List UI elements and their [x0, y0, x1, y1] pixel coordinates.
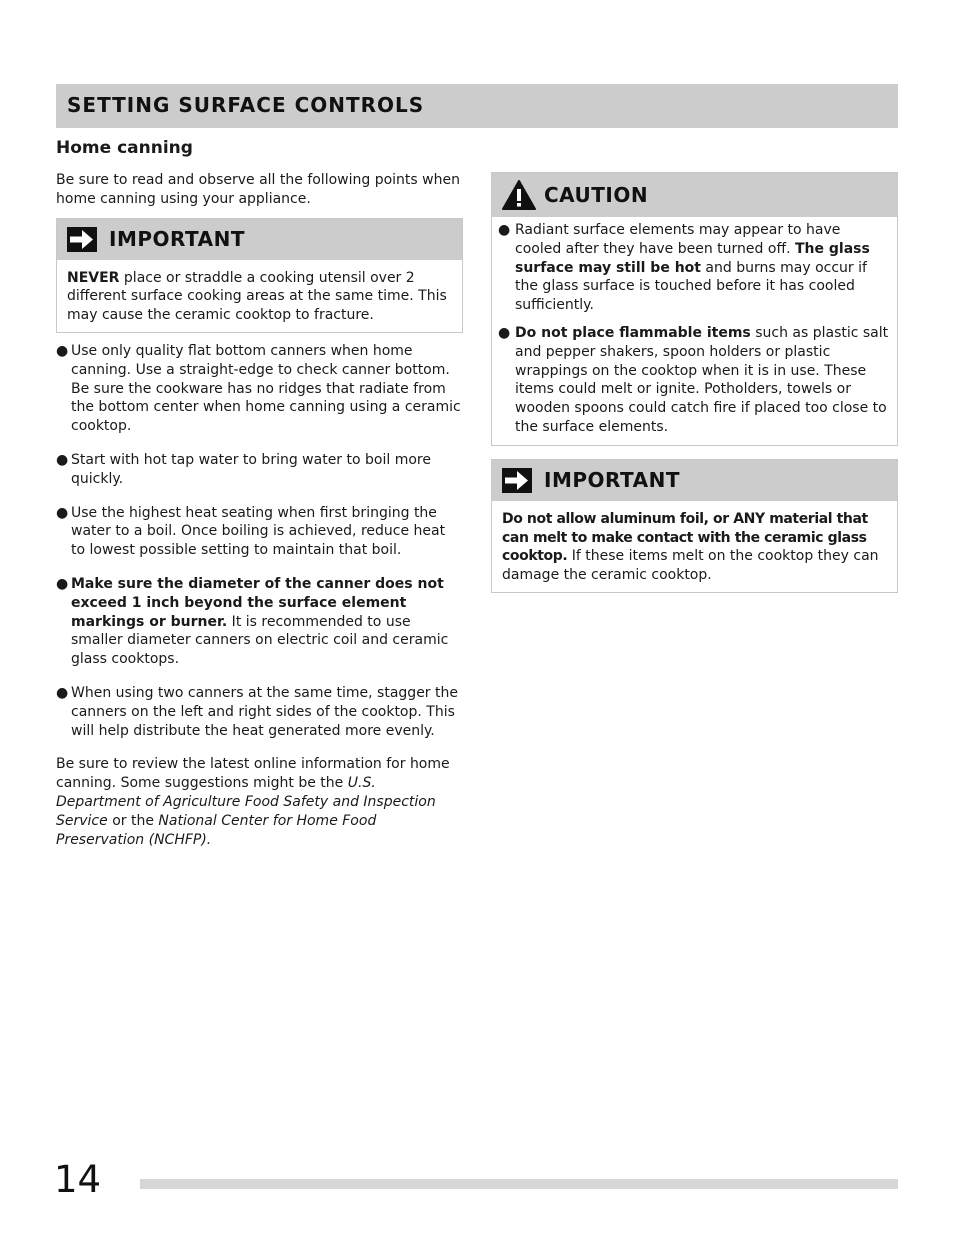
list-item	[56, 342, 463, 436]
list-item-text: When using two canners at the same time, stagger the canners on the left and right sides of the cooktop. This will help distribute the heat generated more evenly.	[71, 684, 458, 739]
footer-rule	[140, 1179, 898, 1189]
list-item	[56, 451, 463, 489]
important-header	[492, 460, 897, 501]
canning-tips-list	[56, 342, 463, 740]
section-title: SETTING SURFACE CONTROLS	[67, 93, 425, 117]
warning-triangle-icon	[502, 180, 536, 214]
caution-item-text: and burns may occur if the glass surface is touched before it has cooled sufficiently.	[515, 259, 867, 314]
bullet-icon: ●	[498, 222, 511, 238]
list-item	[56, 504, 463, 560]
important-body-bold: Do not allow aluminum foil, or ANY material that can melt to make contact with the ceramic glass cooktop.	[502, 510, 868, 565]
bullet-icon: ●	[56, 451, 69, 468]
caution-item-text: such as plastic salt and pepper shakers, spoon holders or plastic wrappings on the cooktop when it is in use. These items could melt or ignite. Potholders, towels or wooden spoons could catch fire if placed too close to the surface elements.	[515, 324, 889, 435]
bullet-icon: ●	[56, 575, 69, 592]
list-item	[56, 575, 463, 669]
closing-text: Be sure to review the latest online information for home canning. Some suggestions might be the	[56, 756, 450, 792]
closing-nchfp-reference: National Center for Home Food Preservation (NCHFP).	[56, 812, 377, 848]
list-item-text: Use only quality flat bottom canners when home canning. Use a straight-edge to check canner bottom. Be sure the cookware has no ridges that radiate from the bottom center when home canning using a ceramic cooktop.	[71, 342, 461, 435]
caution-item-text: Radiant surface elements may appear to have cooled after they have been turned off.	[515, 222, 841, 257]
list-item-text: Use the highest heat seating when first bringing the water to a boil. Once boiling is achieved, reduce heat to lowest possible setting to maintain that boil.	[71, 504, 446, 559]
caution-label: CAUTION	[544, 183, 649, 207]
page-number: 14	[54, 1158, 102, 1201]
bullet-icon: ●	[56, 504, 69, 521]
list-item-bold: Make sure the diameter of the canner does not exceed 1 inch beyond the surface element markings or burner.	[71, 575, 444, 630]
closing-text: or the	[107, 812, 159, 829]
important-body	[492, 501, 897, 592]
list-item	[498, 324, 891, 437]
important-notice-right	[491, 459, 898, 593]
intro-paragraph: Be sure to read and observe all the following points when home canning using your appliance.	[56, 172, 460, 207]
list-item	[56, 684, 463, 740]
subsection-heading: Home canning	[56, 138, 193, 158]
list-item-text: It is recommended to use smaller diameter canners on electric coil and ceramic glass cooktops.	[71, 613, 449, 668]
important-header	[57, 219, 462, 260]
arrow-right-icon	[502, 468, 532, 497]
caution-list	[492, 217, 897, 445]
important-body-text: If these items melt on the cooktop they can damage the ceramic cooktop.	[502, 548, 879, 584]
important-body-bold: NEVER	[67, 269, 120, 286]
important-body-text: place or straddle a cooking utensil over 2 different surface cooking areas at the same time. This may cause the ceramic cooktop to fracture.	[67, 269, 447, 324]
caution-item-bold: Do not place flammable items	[515, 324, 751, 341]
important-label: IMPORTANT	[109, 226, 245, 251]
important-notice-left	[56, 218, 463, 333]
caution-notice	[491, 172, 898, 446]
bullet-icon: ●	[498, 324, 511, 341]
list-item	[498, 221, 891, 315]
caution-item-bold: The glass surface may still be hot	[515, 240, 870, 276]
arrow-right-icon	[67, 227, 97, 256]
bullet-icon: ●	[56, 342, 69, 359]
list-item-text: Start with hot tap water to bring water to boil more quickly.	[71, 451, 431, 487]
left-column	[56, 138, 463, 849]
right-column	[491, 172, 898, 593]
closing-paragraph	[56, 755, 463, 849]
important-label: IMPORTANT	[544, 467, 680, 492]
section-header-bar	[56, 84, 898, 128]
closing-usda-reference: U.S. Department of Agriculture Food Safety and Inspection Service	[56, 775, 436, 829]
bullet-icon: ●	[56, 684, 69, 701]
important-body	[57, 260, 462, 332]
caution-header	[492, 173, 897, 217]
